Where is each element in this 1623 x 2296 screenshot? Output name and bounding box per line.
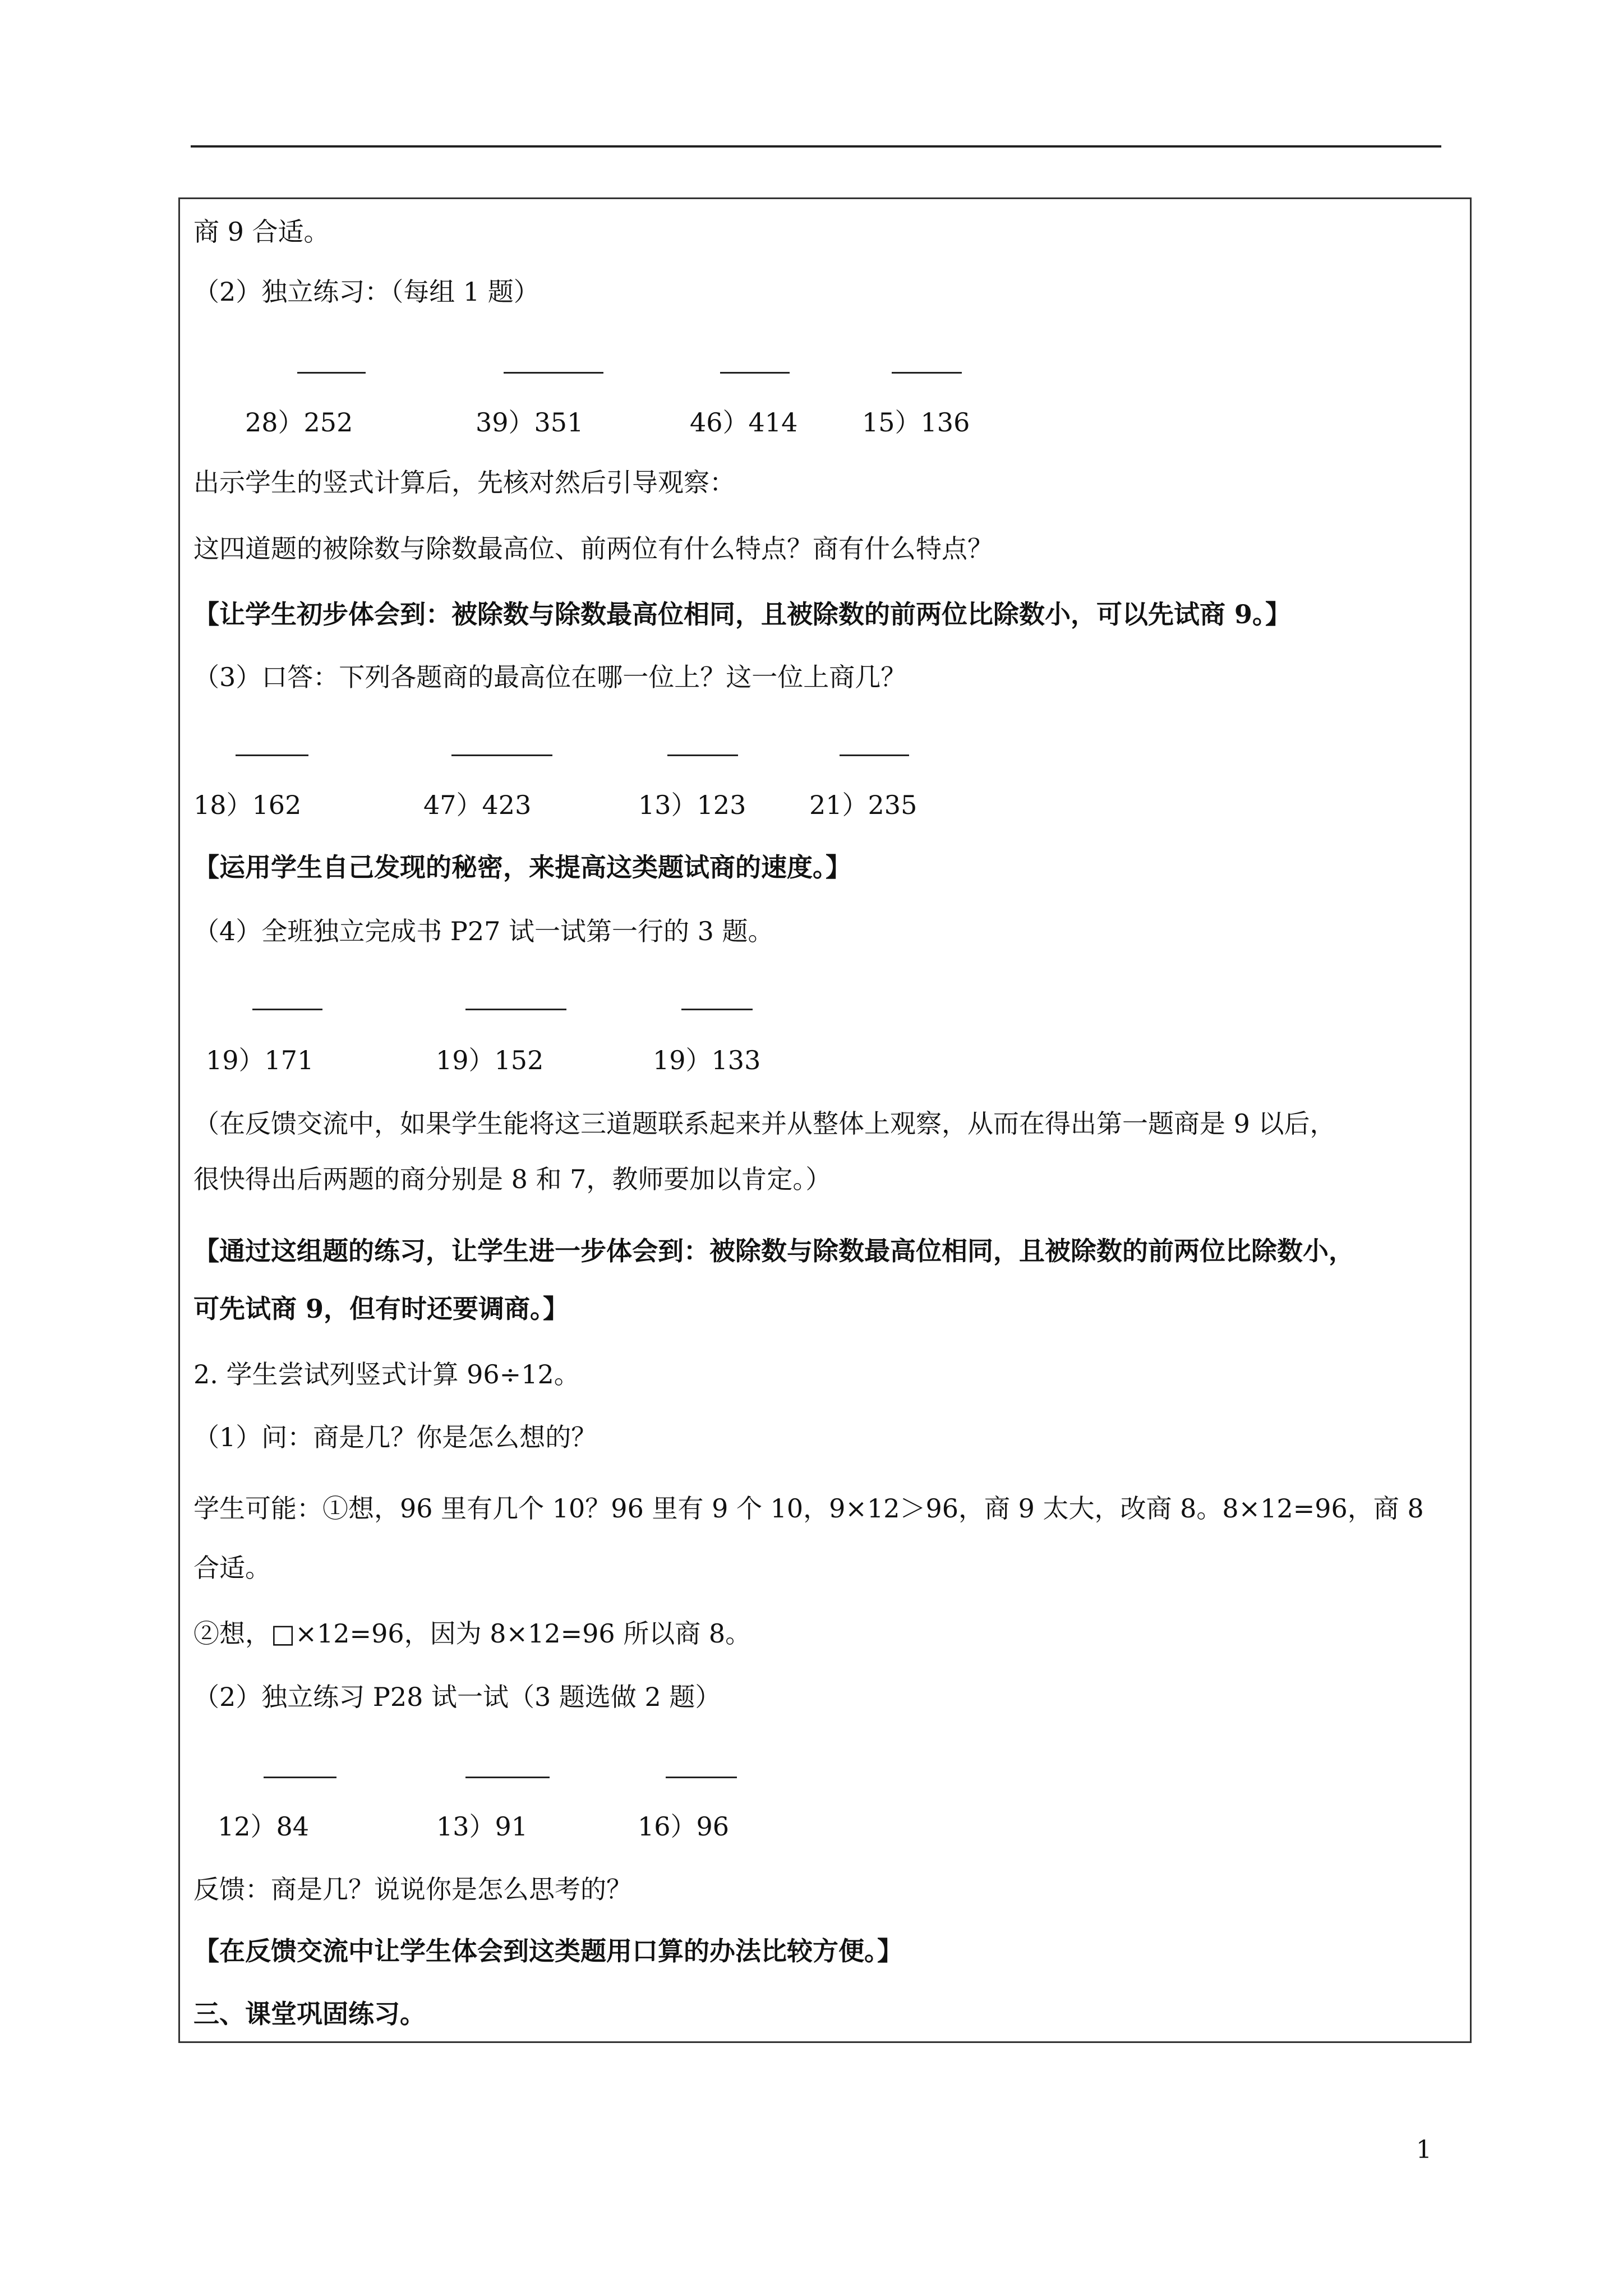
text-line: 【让学生初步体会到：被除数与除数最高位相同，且被除数的前两位比除数小，可以先试商 9。】 xyxy=(193,599,1292,629)
division-problem: 12）84 xyxy=(218,1811,310,1842)
division-problem: 19）133 xyxy=(653,1045,761,1075)
division-problem: 19）171 xyxy=(206,1045,314,1075)
division-problem: 21）235 xyxy=(809,790,917,820)
page-number: 1 xyxy=(1416,2136,1432,2164)
text-line: 学生可能：①想，96 里有几个 10？96 里有 9 个 10，9×12＞96，商 9 太大，改商 8。8×12=96，商 8 xyxy=(193,1493,1424,1524)
division-bracket-line xyxy=(504,372,603,374)
division-bracket-line xyxy=(465,1777,550,1778)
text-line: 2. 学生尝试列竖式计算 96÷12。 xyxy=(193,1359,580,1389)
text-line: 合适。 xyxy=(193,1553,271,1583)
text-line: （2）独立练习：（每组 1 题） xyxy=(193,277,540,307)
division-problem: 16）96 xyxy=(638,1811,730,1842)
division-bracket-line xyxy=(720,372,790,374)
section-heading: 三、课堂巩固练习。 xyxy=(193,1999,426,2029)
division-bracket-line xyxy=(451,754,552,756)
division-bracket-line xyxy=(252,1009,322,1010)
text-line: （在反馈交流中，如果学生能将这三道题联系起来并从整体上观察，从而在得出第一题商是 9 以后， xyxy=(193,1108,1336,1139)
division-bracket-line xyxy=(667,754,738,756)
division-bracket-line xyxy=(264,1777,336,1778)
division-problem: 28）252 xyxy=(245,407,353,438)
text-line: 【通过这组题的练习，让学生进一步体会到：被除数与除数最高位相同，且被除数的前两位比除数小， xyxy=(193,1236,1354,1266)
division-bracket-line xyxy=(297,372,366,374)
division-problem: 19）152 xyxy=(436,1045,544,1075)
division-bracket-line xyxy=(681,1009,753,1010)
division-problem: 46）414 xyxy=(690,407,798,438)
division-problem: 18）162 xyxy=(193,790,302,820)
division-problem: 15）136 xyxy=(862,407,970,438)
division-bracket-line xyxy=(840,754,909,756)
division-bracket-line xyxy=(892,372,962,374)
header-rule xyxy=(191,145,1441,148)
text-line: 可先试商 9，但有时还要调商。】 xyxy=(193,1294,569,1324)
text-line: （2）独立练习 P28 试一试（3 题选做 2 题） xyxy=(193,1682,721,1712)
division-problem: 47）423 xyxy=(423,790,532,820)
text-line: 很快得出后两题的商分别是 8 和 7，教师要加以肯定。） xyxy=(193,1164,832,1194)
division-problem: 13）123 xyxy=(638,790,746,820)
text-line: 【在反馈交流中让学生体会到这类题用口算的办法比较方便。】 xyxy=(193,1936,903,1966)
division-bracket-line xyxy=(666,1777,737,1778)
text-line: 【运用学生自己发现的秘密，来提高这类题试商的速度。】 xyxy=(193,852,851,882)
text-line: （4）全班独立完成书 P27 试一试第一行的 3 题。 xyxy=(193,916,774,946)
text-line: 反馈：商是几？说说你是怎么思考的？ xyxy=(193,1874,632,1904)
division-bracket-line xyxy=(465,1009,566,1010)
text-line: ②想，□×12=96，因为 8×12=96 所以商 8。 xyxy=(193,1618,751,1649)
division-problem: 39）351 xyxy=(476,407,584,438)
text-line: （3）口答：下列各题商的最高位在哪一位上？这一位上商几？ xyxy=(193,662,907,692)
division-problem: 13）91 xyxy=(436,1811,528,1842)
text-line: 这四道题的被除数与除数最高位、前两位有什么特点？商有什么特点？ xyxy=(193,533,993,564)
text-line: （1）问：商是几？你是怎么想的？ xyxy=(193,1422,597,1452)
text-line: 商 9 合适。 xyxy=(193,217,330,247)
text-line: 出示学生的竖式计算后，先核对然后引导观察： xyxy=(193,467,735,498)
division-bracket-line xyxy=(236,754,308,756)
